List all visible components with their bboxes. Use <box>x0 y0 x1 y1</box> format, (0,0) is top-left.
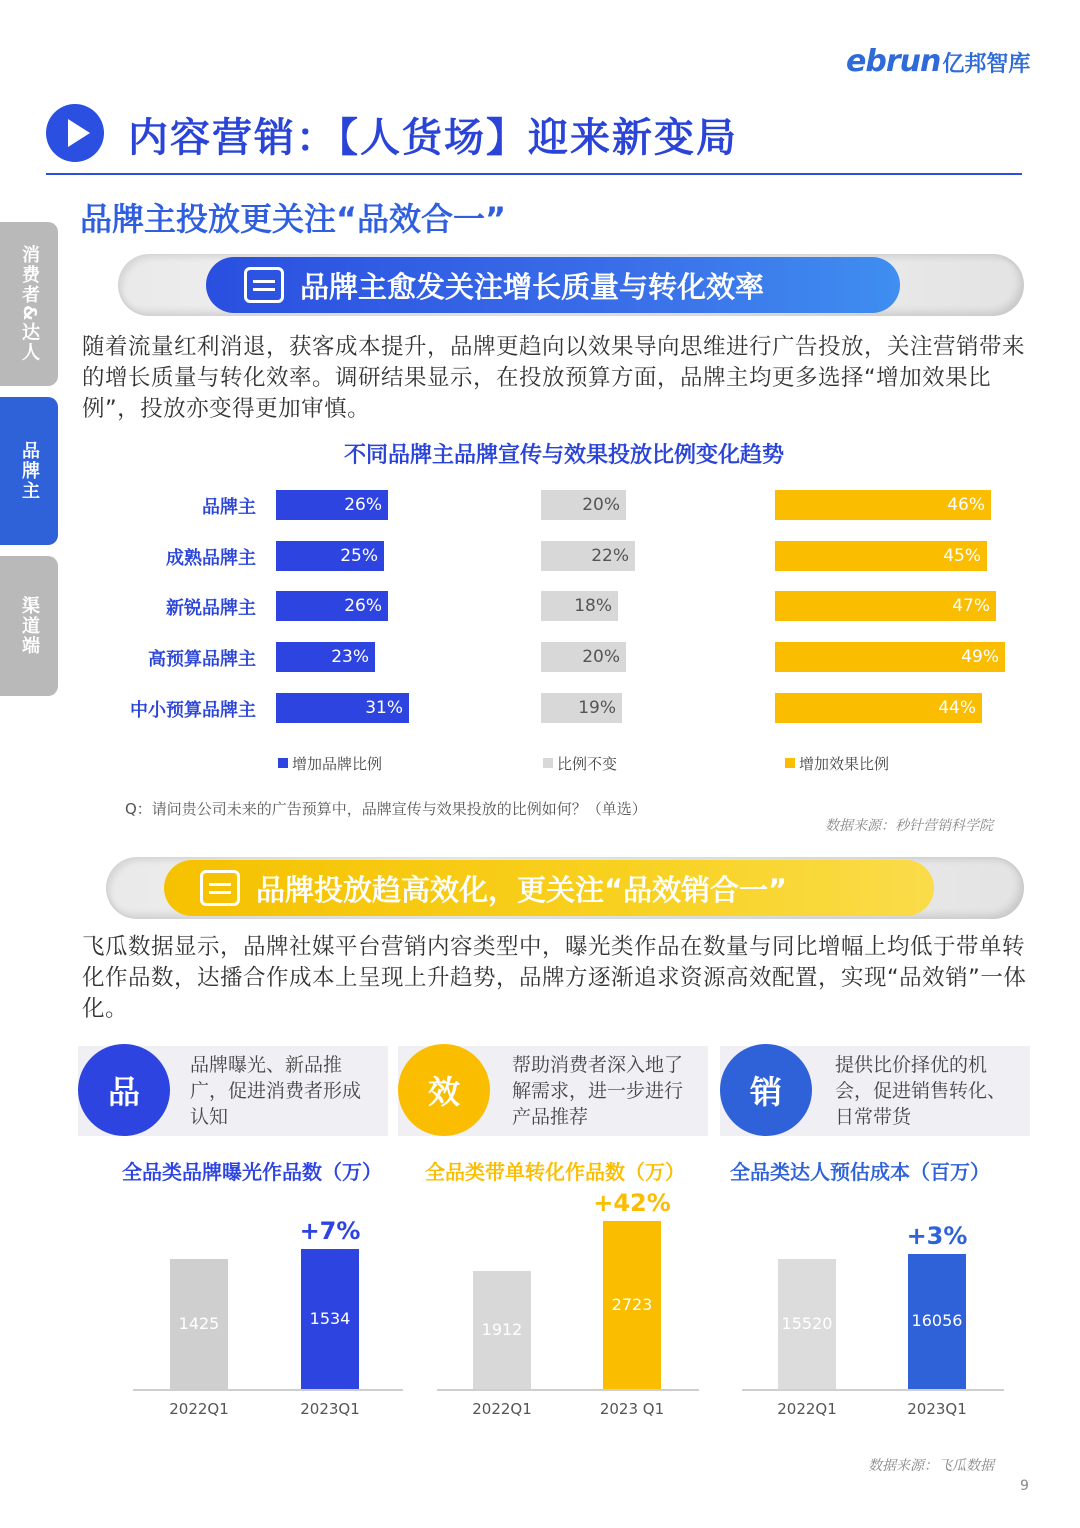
card-brand-text: 品牌曝光、新品推广，促进消费者形成认知 <box>190 1054 362 1128</box>
mini-x-label: 2023Q1 <box>300 1400 360 1418</box>
document-icon <box>244 267 284 303</box>
section2-banner-text: 品牌投放趋高效化，更关注“品效销合一” <box>256 872 788 907</box>
mini-axis <box>133 1389 403 1391</box>
mini-axis <box>437 1389 699 1391</box>
bar-brand: 26% <box>276 490 388 520</box>
card-sales-circle: 销 <box>720 1044 812 1136</box>
play-icon <box>46 104 104 162</box>
bar-effect: 47% <box>775 591 996 621</box>
bar-brand: 25% <box>276 541 384 571</box>
chart1-title: 不同品牌主品牌宣传与效果投放比例变化趋势 <box>343 443 784 468</box>
edit-document-icon <box>200 870 240 906</box>
mini-chart2-title: 全品类带单转化作品数（万） <box>425 1160 685 1184</box>
mini-bar-value: 1912 <box>481 1320 523 1339</box>
card-effect-text: 帮助消费者深入地了解需求，进一步进行产品推荐 <box>512 1054 684 1128</box>
mini-bar-value: 2723 <box>611 1295 653 1314</box>
row-label: 高预算品牌主 <box>148 649 256 670</box>
section1-source: 数据来源：秒针营销科学院 <box>825 818 993 834</box>
mini-axis <box>742 1389 1004 1391</box>
bar-effect: 49% <box>775 642 1005 672</box>
section2-banner <box>106 857 1024 919</box>
title-divider <box>46 173 1022 175</box>
bar-effect: 46% <box>775 490 991 520</box>
bar-same: 20% <box>541 642 626 672</box>
legend-swatch-effect <box>785 758 795 768</box>
mini-change-label: +42% <box>593 1189 671 1217</box>
row-label: 品牌主 <box>202 497 256 518</box>
mini-x-label: 2023Q1 <box>907 1400 967 1418</box>
page-title: 内容营销：【人货场】迎来新变局 <box>128 115 738 161</box>
bar-brand: 31% <box>276 693 409 723</box>
section1-paragraph: 随着流量红利消退，获客成本提升，品牌更趋向以效果导向思维进行广告投放，关注营销带来的增长质量与转化效率。调研结果显示，在投放预算方面，品牌主均更多选择“增加效果比例”，投放亦变得更加审慎。 <box>82 334 1026 422</box>
bar-same: 20% <box>541 490 626 520</box>
mini-x-label: 2022Q1 <box>777 1400 837 1418</box>
side-tab-channel[interactable]: 渠道端 <box>0 556 58 696</box>
card-effect-circle: 效 <box>398 1044 490 1136</box>
mini-change-label: +7% <box>299 1217 361 1245</box>
card-sales-text: 提供比价择优的机会，促进销售转化、日常带货 <box>835 1054 1007 1128</box>
legend-swatch-same <box>543 758 553 768</box>
legend-swatch-brand <box>278 758 288 768</box>
mini-x-label: 2022Q1 <box>169 1400 229 1418</box>
row-label: 成熟品牌主 <box>166 548 256 569</box>
side-tab-consumer[interactable]: 消费者&达人 <box>0 222 58 386</box>
page-number: 9 <box>1020 1478 1029 1494</box>
survey-question: Q：请问贵公司未来的广告预算中，品牌宣传与效果投放的比例如何？（单选） <box>125 800 647 818</box>
section1-banner <box>118 254 1024 316</box>
side-tab-brand[interactable]: 品牌主 <box>0 397 58 545</box>
bar-same: 18% <box>541 591 618 621</box>
legend-same: 比例不变 <box>543 753 617 774</box>
section2-source: 数据来源：飞瓜数据 <box>868 1458 994 1474</box>
bar-same: 19% <box>541 693 622 723</box>
bar-effect: 44% <box>775 693 982 723</box>
mini-chart3-title: 全品类达人预估成本（百万） <box>730 1160 990 1184</box>
legend-effect: 增加效果比例 <box>785 753 889 774</box>
bar-brand: 23% <box>276 642 375 672</box>
mini-x-label: 2023 Q1 <box>599 1400 665 1418</box>
mini-change-label: +3% <box>906 1222 968 1250</box>
ebrun-logo: ebrun亿邦智库 <box>846 44 1031 79</box>
mini-bar-value: 15520 <box>781 1314 833 1333</box>
mini-bar-value: 1425 <box>178 1314 220 1333</box>
card-brand-circle: 品 <box>78 1044 170 1136</box>
mini-x-label: 2022Q1 <box>472 1400 532 1418</box>
page-subtitle: 品牌主投放更关注“品效合一” <box>80 200 507 238</box>
mini-bar-value: 16056 <box>911 1311 963 1330</box>
row-label: 新锐品牌主 <box>166 598 256 619</box>
row-label: 中小预算品牌主 <box>130 700 256 721</box>
mini-bar-value: 1534 <box>309 1309 351 1328</box>
bar-effect: 45% <box>775 541 987 571</box>
mini-chart1-title: 全品类品牌曝光作品数（万） <box>122 1160 382 1184</box>
section1-banner-text: 品牌主愈发关注增长质量与转化效率 <box>300 269 765 304</box>
legend-brand: 增加品牌比例 <box>278 753 382 774</box>
bar-same: 22% <box>541 541 635 571</box>
section2-paragraph: 飞瓜数据显示，品牌社媒平台营销内容类型中，曝光类作品在数量与同比增幅上均低于带单转化作品数，达播合作成本上呈现上升趋势，品牌方逐渐追求资源高效配置，实现“品效销”一体化。 <box>82 934 1027 1022</box>
bar-brand: 26% <box>276 591 388 621</box>
